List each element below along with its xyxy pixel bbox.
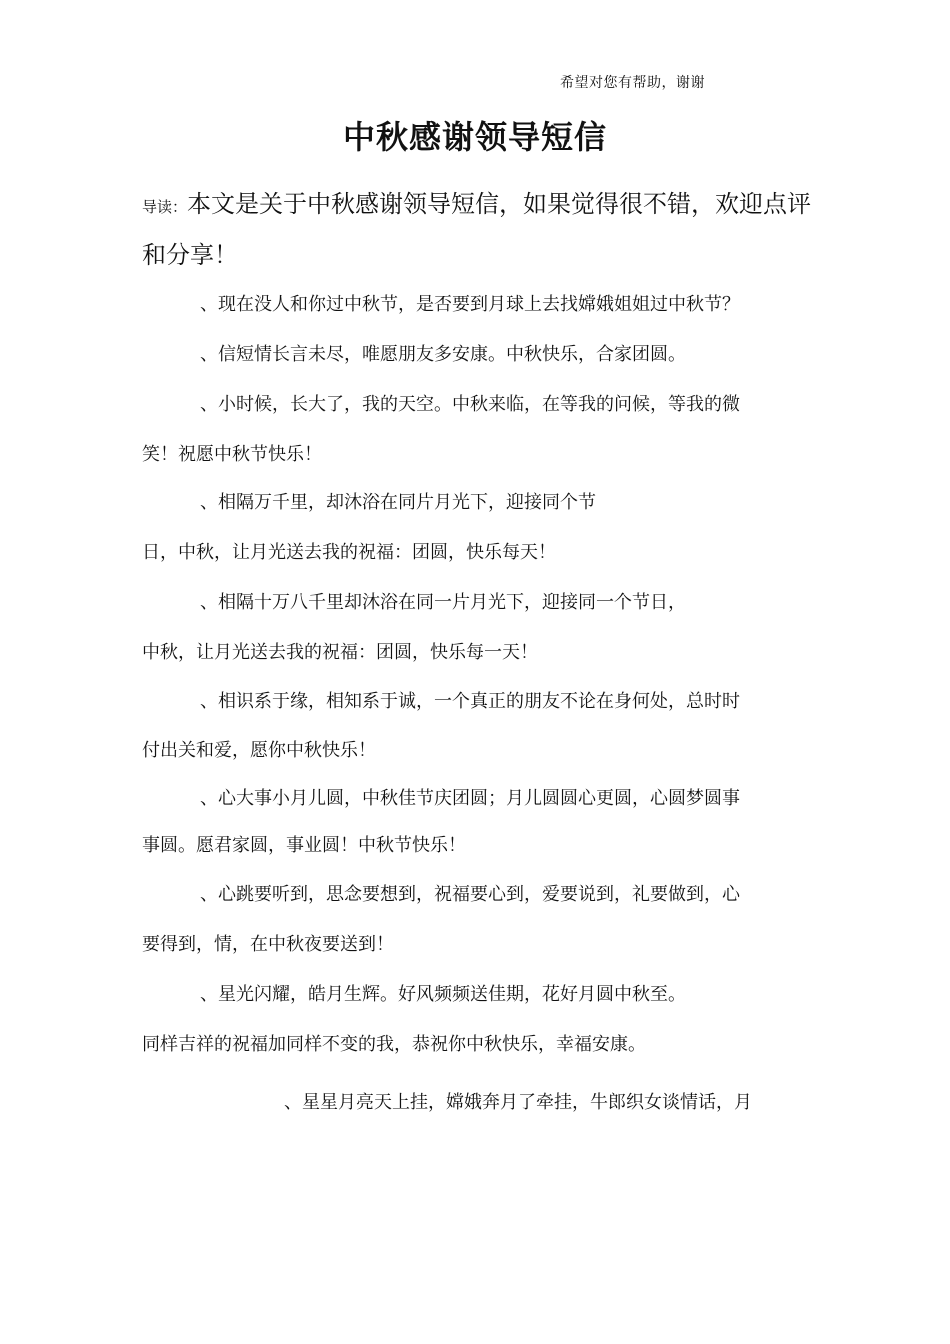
message-line: 、信短情长言未尽，唯愿朋友多安康。中秋快乐，合家团圆。 [200, 344, 686, 365]
message-line: 付出关和爱，愿你中秋快乐！ [142, 740, 376, 761]
intro-lead: 导读： [142, 198, 188, 216]
message-line: 同样吉祥的祝福加同样不变的我，恭祝你中秋快乐，幸福安康。 [142, 1034, 646, 1055]
message-line: 、相识系于缘，相知系于诚，一个真正的朋友不论在身何处，总时时 [200, 691, 740, 712]
message-line: 、心大事小月儿圆，中秋佳节庆团圆；月儿圆圆心更圆，心圆梦圆事 [200, 788, 740, 809]
message-line: 、相隔万千里，却沐浴在同片月光下，迎接同个节 [200, 492, 596, 513]
message-line: 、小时候，长大了，我的天空。中秋来临，在等我的问候，等我的微 [200, 394, 740, 415]
page-title: 中秋感谢领导短信 [342, 118, 607, 156]
message-line: 中秋，让月光送去我的祝福：团圆，快乐每一天！ [142, 642, 538, 663]
message-line: 、星光闪耀，皓月生辉。好风频频送佳期，花好月圆中秋至。 [200, 984, 686, 1005]
message-line: 、现在没人和你过中秋节，是否要到月球上去找嫦娥姐姐过中秋节？ [200, 294, 740, 315]
header-note: 希望对您有帮助，谢谢 [560, 75, 705, 91]
message-line: 、星星月亮天上挂，嫦娥奔月了牵挂，牛郎织女谈情话，月 [284, 1092, 752, 1113]
intro-paragraph [142, 180, 822, 279]
message-line: 事圆。愿君家圆，事业圆！中秋节快乐！ [142, 835, 466, 856]
message-line: 日，中秋，让月光送去我的祝福：团圆，快乐每天！ [142, 542, 556, 563]
message-line: 笑！祝愿中秋节快乐！ [142, 444, 322, 465]
message-line: 、相隔十万八千里却沐浴在同一片月光下，迎接同一个节日， [200, 592, 686, 613]
message-line: 、心跳要听到，思念要想到，祝福要心到，爱要说到，礼要做到，心 [200, 884, 740, 905]
intro-text: 本文是关于中秋感谢领导短信，如果觉得很不错，欢迎点评和分享！ [142, 190, 812, 269]
message-line: 要得到，情，在中秋夜要送到！ [142, 934, 394, 955]
